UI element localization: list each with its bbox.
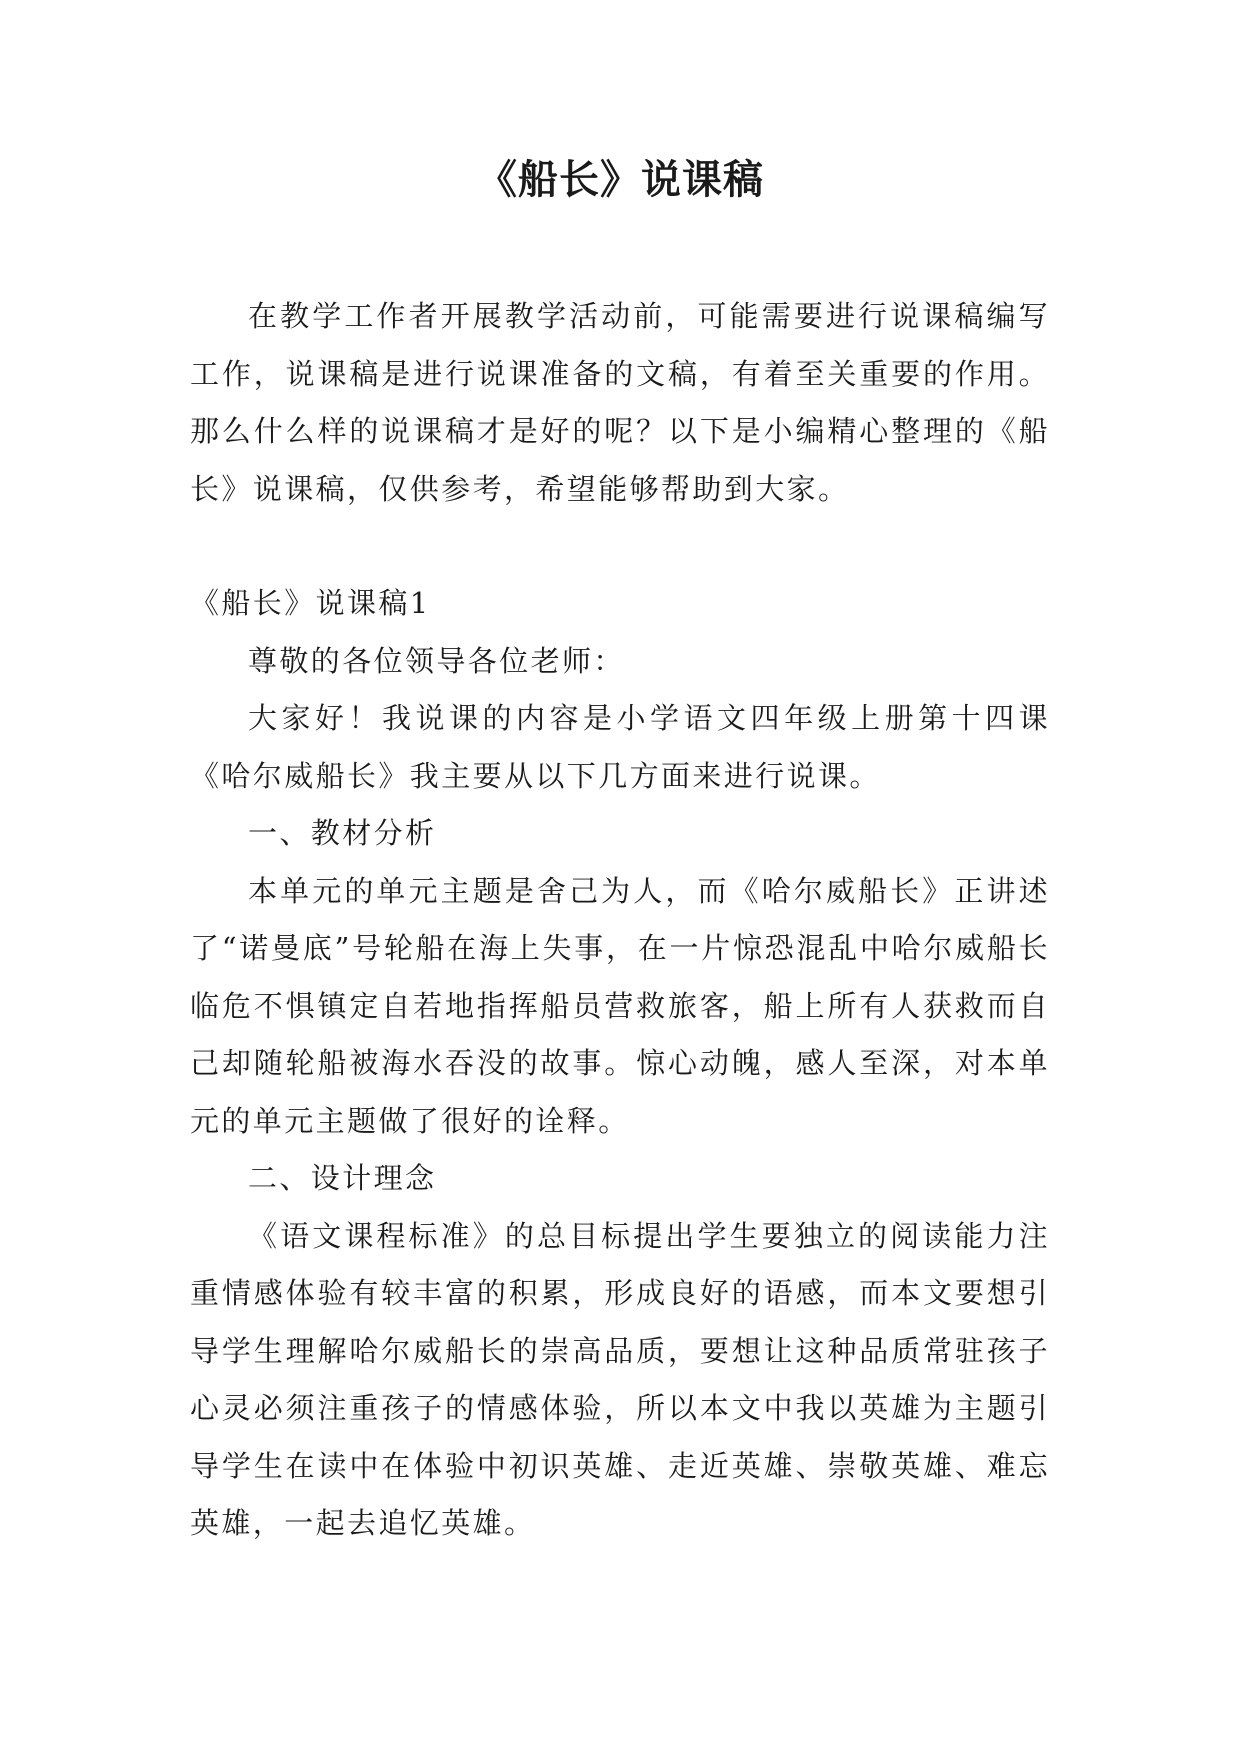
opening-paragraph: 大家好！我说课的内容是小学语文四年级上册第十四课《哈尔威船长》我主要从以下几方面来进行说课。 [190,701,1050,793]
subheading-design-concept: 二、设计理念 [248,1161,437,1195]
design-concept-paragraph: 《语文课程标准》的总目标提出学生要独立的阅读能力注重情感体验有较丰富的积累，形成良好的语感，而本文要想引导学生理解哈尔威船长的崇高品质，要想让这种品质常驻孩子心灵必须注重孩子的情感体验，所以本文中我以英雄为主题引导学生在读中在体验中初识英雄、走近英雄、崇敬英雄、难忘英雄，一起去追忆英雄。 [190,1218,1050,1540]
intro-paragraph: 在教学工作者开展教学活动前，可能需要进行说课稿编写工作，说课稿是进行说课准备的文稿，有着至关重要的作用。那么什么样的说课稿才是好的呢？以下是小编精心整理的《船长》说课稿，仅供参考，希望能够帮助到大家。 [190,299,1050,506]
salutation: 尊敬的各位领导各位老师： [248,643,625,678]
textbook-analysis-paragraph: 本单元的单元主题是舍己为人，而《哈尔威船长》正讲述了“诺曼底”号轮船在海上失事，在一片惊恐混乱中哈尔威船长临危不惧镇定自若地指挥船员营救旅客，船上所有人获救而自己却随轮船被海水吞没的故事。惊心动魄，感人至深，对本单元的单元主题做了很好的诠释。 [190,873,1050,1138]
subheading-textbook-analysis: 一、教材分析 [248,816,437,850]
document-title: 《船长》说课稿 [477,157,764,203]
section-heading: 《船长》说课稿1 [190,586,431,620]
document-body [190,288,1050,1553]
